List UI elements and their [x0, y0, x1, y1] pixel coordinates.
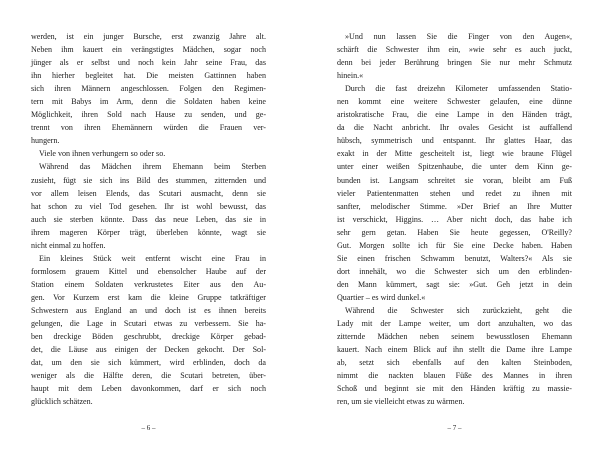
text-line: formlosem grauem Kittel und ebensolcher Haube auf der [31, 266, 266, 276]
text-line: gelungen, die Lage in Scutari etwas zu verbessern. Sie ha- [31, 319, 266, 329]
text-line: kauert. Nach einem Blick auf ihn stellt die Dame ihre Lampe [337, 345, 572, 355]
text-line: hübsch, symmetrisch und entspannt. Ihr glattes Haar, das [337, 136, 572, 146]
text-line: vor allem leisen Elends, das Scutari ausmacht, denn sie [31, 188, 266, 198]
text-line: ab, setzt sich ebenfalls auf den kalten Steinboden, [337, 358, 572, 368]
text-line: »Und nun lassen Sie die Finger von den Augen«, [345, 32, 572, 41]
text-line: dat, um den sie sich kümmert, wird erblinden, doch da [31, 358, 266, 368]
right-page-text [337, 30, 572, 408]
text-line: Neben ihm kauert ein verängstigtes Mädchen, sogar noch [31, 45, 266, 55]
text-line: trennt von ihren Ehemännern würden die Frauen ver- [31, 123, 266, 133]
text-line: Viele von ihnen verhungern so oder so. [39, 149, 166, 159]
text-line: unter einer weißen Spitzenhaube, die unter dem Kinn ge- [337, 162, 572, 172]
text-line: Sie einen frischen Schwamm benutzt, Walters?« Als sie [337, 253, 572, 263]
text-line: werden, ist ein junger Bursche, erst zwanzig Jahre alt. [31, 32, 266, 41]
text-line: tern mit Babys im Arm, denn die Soldaten haben keine [31, 97, 266, 107]
text-line: Gut. Morgen sollte ich für Sie eine Decke haben. Haben [337, 240, 572, 250]
text-line: aristokratische Frau, die eine Lampe in den Händen trägt, [337, 110, 572, 120]
text-line: Schoß und beginnt sie mit den Händen kräftig zu massie- [337, 384, 572, 394]
text-line: Lady mit der Lampe weiter, um dort anzuhalten, wo das [337, 319, 572, 329]
text-line: zitternde Mädchen neben seinem bewusstlosen Ehemann [337, 332, 572, 342]
text-line: ihrem mageren Körper trägt, überleben könnte, wagt sie [31, 227, 266, 237]
text-line: Schwestern aus England an und doch ist es ihnen bereits [31, 305, 266, 315]
left-page-text [31, 30, 266, 408]
text-line: nicht einmal zu hoffen. [31, 240, 106, 250]
text-line: ren, um sie vielleicht etwas zu wärmen. [337, 397, 465, 407]
text-line: glücklich schätzen. [31, 397, 93, 407]
text-line: sehr gern getan. Haben Sie heute gegessen, O'Reilly? [337, 227, 572, 237]
text-line: hungern. [31, 136, 60, 146]
text-line: jünger als er selbst und noch kein Jahr seine Frau, das [31, 58, 266, 68]
text-line: Durch die fast dreizehn Kilometer umfassenden Statio- [345, 84, 572, 94]
text-line: vieler Patientenmatten stehen und redet zu ihnen mit [337, 188, 572, 198]
text-line: ist verschickt, Higgins. … Aber nicht doch, das habe ich [337, 214, 572, 224]
text-line: Station einem Soldaten verkrustetes Eiter aus den Au- [31, 279, 266, 289]
left-page-number: – 6 – [141, 424, 156, 432]
text-line: denn bei jeder Berührung bringen Sie nur mehr Schmutz [337, 58, 572, 68]
text-line: nimmt die nackten blauen Füße des Mannes in ihren [337, 371, 572, 381]
text-line: weniger als die Hälfte deren, die Scutari betreten, über- [31, 371, 266, 381]
text-line: auch sie sterben könnte. Dass das neue Leben, das sie in [31, 214, 266, 224]
text-line: haupt mit dem Leben davonkommen, darf er sich noch [31, 384, 266, 394]
text-line: hat schon zu viel Tod gesehen. Ihr ist wohl bewusst, das [31, 201, 266, 211]
right-page-number: – 7 – [447, 424, 462, 432]
text-line: den Mann kümmert, sagt sie: »Gut. Geh jetzt in dein [337, 279, 572, 289]
text-line: da die Nacht anbricht. Ihr ovales Gesicht ist auffallend [337, 123, 572, 133]
text-line: Möglichkeit, ihren Sold nach Hause zu senden, und ge- [31, 110, 266, 120]
text-line: schärft die Schwester ihm ein, »wie sehr es auch juckt, [337, 45, 572, 55]
text-line: exakt in der Mitte gescheitelt ist, liegt wie braune Flügel [337, 149, 572, 159]
text-line: hinein.« [337, 71, 364, 81]
text-line: zusieht, fügt sie sich ins Bild des stummen, zitternden und [31, 175, 266, 185]
text-line: Während die Schwester sich zurückzieht, geht die [345, 305, 572, 315]
text-line: Ein kleines Stück weit entfernt wischt eine Frau in [39, 253, 266, 263]
text-line: nen kommt eine weitere Schwester gelaufen, eine dünne [337, 97, 572, 107]
text-line: sanfter, melodischer Stimme. »Der Brief an Ihre Mutter [337, 201, 572, 211]
text-line: gen. Vor Kurzem erst kam die kleine Gruppe tatkräftiger [31, 292, 266, 302]
text-line: dort innehält, wo die Schwester sich um den erblinden- [337, 266, 572, 276]
text-line: bunden ist. Langsam schreitet sie voran, bleibt am Fuß [337, 175, 572, 185]
text-line: Quartier – es wird dunkel.« [337, 292, 426, 302]
text-line: Während das Mädchen ihrem Ehemann beim Sterben [39, 162, 266, 172]
text-line: det, die Läuse aus einigen der Decken gekocht. Der Sol- [31, 345, 266, 355]
text-line: ihn hierher begleitet hat. Die meisten Gattinnen haben [31, 71, 266, 81]
text-line: sich ihren Männern angeschlossen. Folgen den Regimen- [31, 84, 266, 94]
text-line: ben dreckige Böden geschrubbt, dreckige Körper gebad- [31, 332, 266, 342]
